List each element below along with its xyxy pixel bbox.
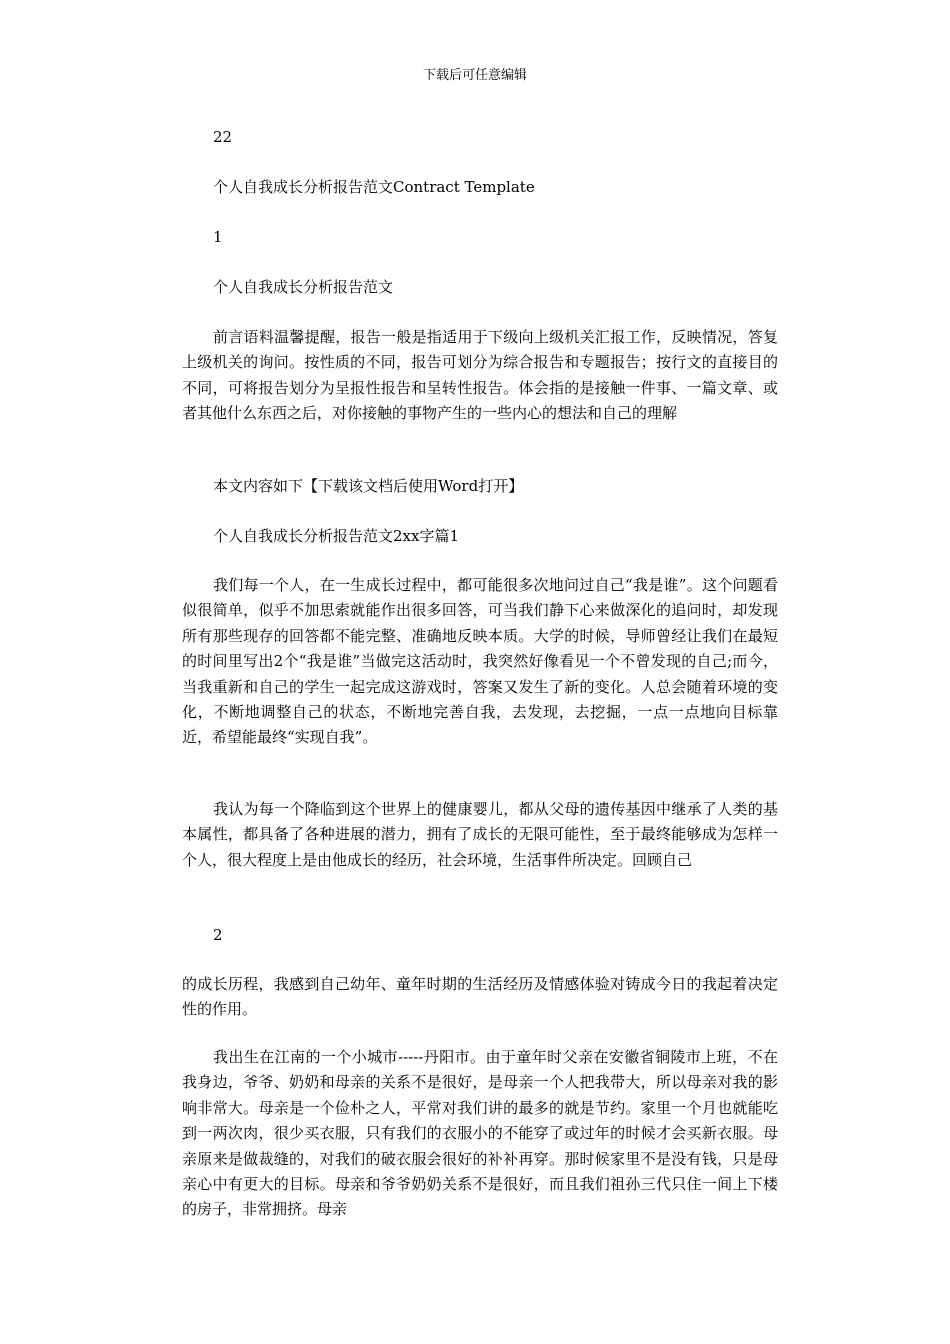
- body-paragraph-2: 我认为每一个降临到这个世界上的健康婴儿，都从父母的遗传基因中继承了人类的基本属性，都具备了各种进展的潜力，拥有了成长的无限可能性，至于最终能够成为怎样一个人，很大程度上是由他成长的经历，社会环境，生活事件所决定。回顾自己: [182, 800, 778, 869]
- document-title-template: 个人自我成长分析报告范文Contract Template: [213, 178, 535, 196]
- subtitle: 个人自我成长分析报告范文2xx字篇1: [213, 527, 460, 545]
- body-paragraph-4: 我出生在江南的一个小城市-----丹阳市。由于童年时父亲在安徽省铜陵市上班，不在我身边，爷爷、奶奶和母亲的关系不是很好，是母亲一个人把我带大，所以母亲对我的影响非常大。母亲是一个俭朴之人，平常对我们讲的最多的就是节约。家里一个月也就能吃到一两次肉，很少买衣服，只有我们的衣服小的不能穿了或过年的时候才会买新衣服。母亲原来是做裁缝的，对我们的破衣服会很好的补补再穿。那时候家里不是没有钱，只是母亲心中有更大的目标。母亲和爷爷奶奶关系不是很好，而且我们祖孙三代只住一间上下楼的房子，非常拥挤。母亲: [182, 1048, 778, 1219]
- intro-paragraph: 前言语料温馨提醒，报告一般是指适用于下级向上级机关汇报工作，反映情况，答复上级机关的询问。按性质的不同，报告可划分为综合报告和专题报告；按行文的直接目的不同，可将报告划分为呈报性报告和呈转性报告。体会指的是接触一件事、一篇文章、或者其他什么东西之后，对你接触的事物产生的一些内心的想法和自己的理解: [182, 328, 778, 423]
- section-number: 1: [213, 228, 223, 246]
- page-number-top: 22: [213, 128, 233, 146]
- page-number-2: 2: [213, 926, 223, 944]
- body-paragraph-3: 的成长历程，我感到自己幼年、童年时期的生活经历及情感体验对铸成今日的我起着决定性的作用。: [182, 975, 778, 1019]
- page-header: 下载后可任意编辑: [422, 68, 527, 83]
- body-paragraph-1: 我们每一个人，在一生成长过程中，都可能很多次地问过自己“我是谁”。这个问题看似很简单，似乎不加思索就能作出很多回答，可当我们静下心来做深化的追问时，却发现所有那些现存的回答都不能完整、准确地反映本质。大学的时候，导师曾经让我们在最短的时间里写出2个“我是谁”当做完这活动时，我突然好像看见一个不曾发现的自己;而今，当我重新和自己的学生一起完成这游戏时，答案又发生了新的变化。人总会随着环境的变化，不断地调整自己的状态，不断地完善自我，去发现，去挖掘，一点一点地向目标靠近，希望能最终“实现自我”。: [182, 576, 778, 747]
- download-note: 本文内容如下【下载该文档后使用Word打开】: [213, 477, 524, 495]
- main-title: 个人自我成长分析报告范文: [213, 278, 394, 296]
